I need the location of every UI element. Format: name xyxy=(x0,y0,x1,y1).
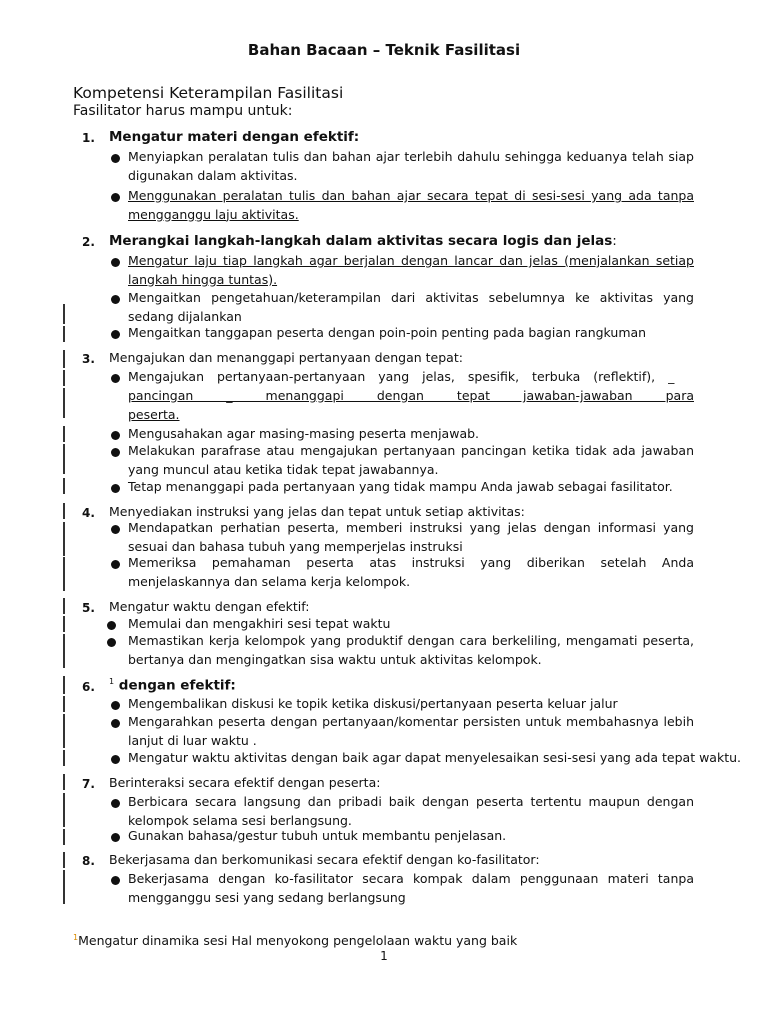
item-number: 4. xyxy=(82,506,95,520)
section-subheading: Fasilitator harus mampu untuk: xyxy=(73,103,293,119)
bullet-dot-icon xyxy=(111,719,120,728)
bullet-dot-icon xyxy=(111,154,120,163)
item-number: 7. xyxy=(82,777,95,791)
bullet-text: Memastikan kerja kelompok yang produktif dengan cara berkeliling, mengamati peserta, bertanya dan mengingatkan sisa waktu untuk aktivitas kelompok. xyxy=(128,633,694,667)
bullet-dot-icon xyxy=(107,621,116,630)
item-number: 6. xyxy=(82,680,95,694)
change-bar xyxy=(63,852,65,868)
footnote-mark: 1 xyxy=(73,933,79,942)
item-heading: Mengatur waktu dengan efektif: xyxy=(109,599,310,614)
change-bar xyxy=(63,326,65,342)
bullet-dot-icon xyxy=(111,876,120,885)
item-heading: Berinteraksi secara efektif dengan peserta: xyxy=(109,775,381,790)
bullet-text: Mengarahkan peserta dengan pertanyaan/komentar persisten untuk membahasnya lebih lanjut di luar waktu . xyxy=(128,714,694,748)
change-bar xyxy=(63,696,65,712)
item-number: 2. xyxy=(82,235,95,249)
change-bar xyxy=(63,870,65,904)
bullet-text: Menyiapkan peralatan tulis dan bahan ajar terlebih dahulu sehingga keduanya telah siap digunakan dalam aktivitas. xyxy=(128,149,694,183)
bullet-text: Mengatur waktu aktivitas dengan baik agar dapat menyelesaikan sesi-sesi yang ada tepat waktu. xyxy=(128,750,742,765)
bullet-dot-icon xyxy=(111,484,120,493)
page-number: 1 xyxy=(380,949,388,963)
change-bar xyxy=(63,598,65,614)
bullet-dot-icon xyxy=(111,431,120,440)
bullet-dot-icon xyxy=(111,193,120,202)
item-heading: Mengajukan dan menanggapi pertanyaan dengan tepat: xyxy=(109,350,463,365)
change-bar xyxy=(63,557,65,591)
change-bar xyxy=(63,444,65,474)
document-title: Bahan Bacaan – Teknik Fasilitasi xyxy=(247,41,521,59)
bullet-dot-icon xyxy=(111,330,120,339)
change-bar xyxy=(63,616,65,632)
footnote xyxy=(73,933,517,948)
bullet-text: Mengaitkan pengetahuan/keterampilan dari aktivitas sebelumnya ke aktivitas yang sedang dijalankan xyxy=(128,290,694,324)
bullet-dot-icon xyxy=(111,448,120,457)
item-number: 3. xyxy=(82,352,95,366)
change-bar xyxy=(63,522,65,556)
bullet-text: Mengatur laju tiap langkah agar berjalan dengan lancar dan jelas (menjalankan setiap langkah hingga tuntas). xyxy=(128,253,694,287)
item-heading: Menyediakan instruksi yang jelas dan tepat untuk setiap aktivitas: xyxy=(109,504,525,519)
bullet-text: Memulai dan mengakhiri sesi tepat waktu xyxy=(128,616,391,631)
bullet-text: Memeriksa pemahaman peserta atas instruksi yang diberikan setelah Anda menjelaskannya dan selama kerja kelompok. xyxy=(128,555,694,589)
change-bar xyxy=(63,370,65,386)
change-bar xyxy=(63,793,65,827)
bullet-text: Menggunakan peralatan tulis dan bahan ajar secara tepat di sesi-sesi yang ada tanpa mengganggu laju aktivitas. xyxy=(128,188,694,222)
bullet-text: Bekerjasama dengan ko-fasilitator secara kompak dalam penggunaan materi tanpa mengganggu sesi yang sedang berlangsung xyxy=(128,871,694,905)
change-bar xyxy=(63,634,65,668)
item-heading-text: dengan efektif: xyxy=(114,677,236,694)
change-bar xyxy=(63,829,65,845)
bullet-dot-icon xyxy=(107,638,116,647)
bullet-dot-icon xyxy=(111,525,120,534)
item-heading: Mengatur materi dengan efektif: xyxy=(109,129,360,145)
item-heading-suffix: : xyxy=(612,233,617,249)
bullet-dot-icon xyxy=(111,560,120,569)
bullet-text: Mendapatkan perhatian peserta, memberi instruksi yang jelas dengan informasi yang sesuai dan bahasa tubuh yang memperjelas instruksi xyxy=(128,520,694,554)
bullet-dot-icon xyxy=(111,258,120,267)
footnote-ref[interactable]: 1 xyxy=(109,677,115,686)
change-bar xyxy=(63,714,65,748)
bullet-dot-icon xyxy=(111,701,120,710)
item-heading: Bekerjasama dan berkomunikasi secara efektif dengan ko-fasilitator: xyxy=(109,852,540,867)
change-bar xyxy=(63,304,65,324)
change-bar xyxy=(63,676,65,694)
change-bar xyxy=(63,774,65,790)
bullet-text: Tetap menanggapi pada pertanyaan yang tidak mampu Anda jawab sebagai fasilitator. xyxy=(128,479,673,494)
item-number: 8. xyxy=(82,854,95,868)
bullet-text: Berbicara secara langsung dan pribadi baik dengan peserta tertentu maupun dengan kelompok selama sesi berlangsung. xyxy=(128,794,694,828)
bullet-text: pancingan _ menanggapi dengan tepat jawaban-jawaban para peserta. xyxy=(128,388,694,422)
footnote-text: Mengatur dinamika sesi Hal menyokong pengelolaan waktu yang baik xyxy=(78,933,518,949)
bullet-text: Mengembalikan diskusi ke topik ketika diskusi/pertanyaan peserta keluar jalur xyxy=(128,696,618,711)
section-heading: Kompetensi Keterampilan Fasilitasi xyxy=(73,84,344,102)
change-bar xyxy=(63,478,65,494)
change-bar xyxy=(63,350,65,368)
item-heading xyxy=(109,677,236,694)
bullet-dot-icon xyxy=(111,755,120,764)
item-number: 5. xyxy=(82,601,95,615)
change-bar xyxy=(63,503,65,519)
bullet-dot-icon xyxy=(111,295,120,304)
bullet-dot-icon xyxy=(111,374,120,383)
bullet-dot-icon xyxy=(111,833,120,842)
bullet-text: Gunakan bahasa/gestur tubuh untuk membantu penjelasan. xyxy=(128,828,507,843)
bullet-text: Mengusahakan agar masing-masing peserta menjawab. xyxy=(128,426,480,441)
bullet-text: Melakukan parafrase atau mengajukan pertanyaan pancingan ketika tidak ada jawaban yang muncul atau ketika tidak tepat jawabannya. xyxy=(128,443,694,477)
change-bar xyxy=(63,388,65,418)
item-heading-text: Merangkai langkah-langkah dalam aktivitas secara logis dan jelas xyxy=(109,233,613,249)
bullet-text: Mengajukan pertanyaan-pertanyaan yang jelas, spesifik, terbuka (reflektif), _ xyxy=(128,369,675,384)
item-heading xyxy=(109,233,617,249)
bullet-text: Mengaitkan tanggapan peserta dengan poin-poin penting pada bagian rangkuman xyxy=(128,325,647,340)
item-number: 1. xyxy=(82,131,95,145)
change-bar xyxy=(63,750,65,766)
change-bar xyxy=(63,426,65,442)
bullet-dot-icon xyxy=(111,799,120,808)
